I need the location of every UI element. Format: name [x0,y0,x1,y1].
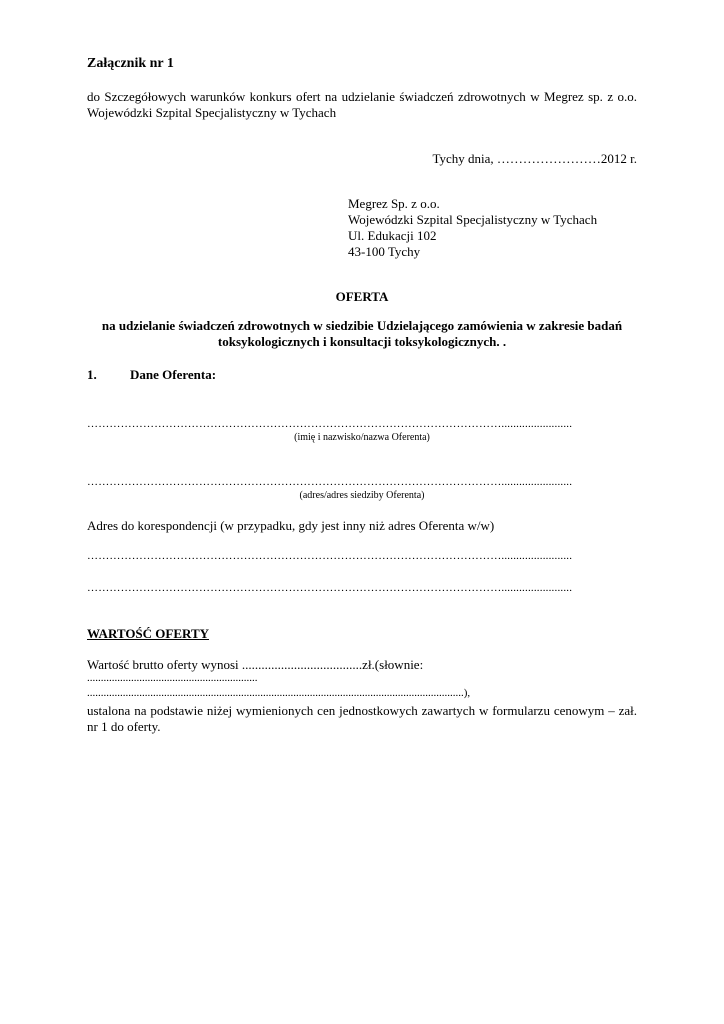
date-line: Tychy dnia, ……………………2012 r. [432,151,637,166]
offer-value-description: ustalona na podstawie niżej wymienionych cen jednostkowych zawartych w formularzu cenowym – zał. nr 1 do oferty. [87,703,637,734]
recipient-line-3: Ul. Edukacji 102 [348,228,437,243]
intro-paragraph: do Szczegółowych warunków konkurs ofert na udzielanie świadczeń zdrowotnych w Megrez sp. z o.o. Wojewódzki Szpital Specjalistyczny w Tychach [87,89,637,120]
offer-value-line-1: Wartość brutto oferty wynosi .....................................zł.(słownie: [87,657,424,672]
section-1-title: Dane Oferenta: [130,367,217,382]
correspondence-field-1[interactable]: …………………………………………………………………………………………………........................ [87,550,573,562]
recipient-line-4: 43-100 Tychy [348,244,421,259]
offer-value-line-3[interactable]: .........................................................................................................................................), [87,687,471,699]
offer-value-line-2[interactable]: .............................................................. [87,672,258,684]
recipient-line-1: Megrez Sp. z o.o. [348,196,440,211]
offer-subtitle: na udzielanie świadczeń zdrowotnych w siedzibie Udzielającego zamówienia w zakresie badań toksykologicznych i konsultacji toksykologicznych. . [101,318,623,349]
offer-title: OFERTA [335,289,389,304]
section-1-heading [87,367,216,383]
correspondence-label: Adres do korespondencji (w przypadku, gdy jest inny niż adres Oferenta w/w) [87,518,495,533]
offeror-address-field[interactable]: …………………………………………………………………………………………………........................ [87,476,573,488]
recipient-address [348,196,597,260]
offer-value-title: WARTOŚĆ OFERTY [87,626,210,641]
offeror-address-caption: (adres/adres siedziby Oferenta) [299,490,425,501]
offeror-name-field[interactable]: …………………………………………………………………………………………………........................ [87,418,573,430]
correspondence-field-2[interactable]: …………………………………………………………………………………………………........................ [87,582,573,594]
offeror-name-caption: (imię i nazwisko/nazwa Oferenta) [294,432,430,443]
attachment-title: Załącznik nr 1 [87,56,174,71]
section-1-number: 1. [87,367,97,382]
recipient-line-2: Wojewódzki Szpital Specjalistyczny w Tychach [348,212,598,227]
